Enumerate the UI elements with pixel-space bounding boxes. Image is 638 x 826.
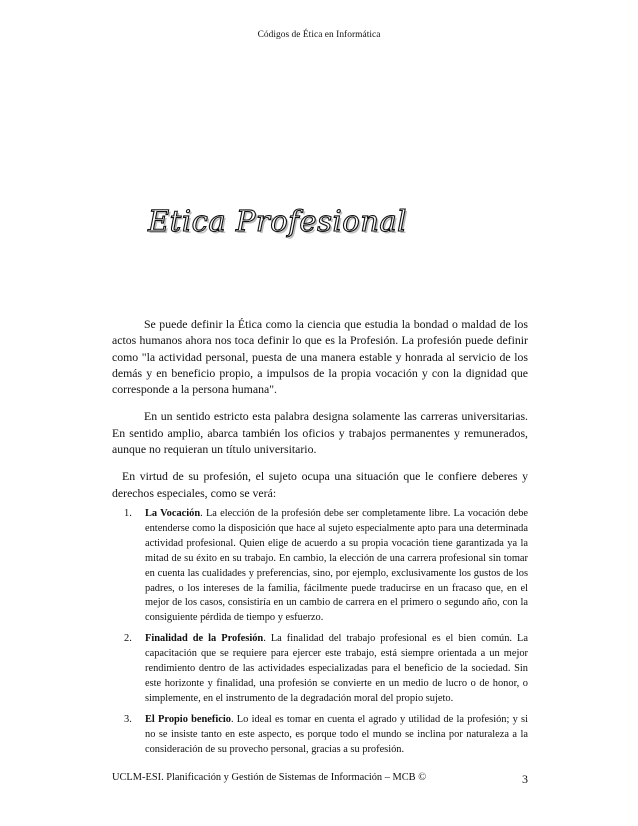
title-block [148,204,407,238]
list-item-text: . Lo ideal es tomar en cuenta el agrado y utilidad de la profesión; y si no se insiste tanto en este aspecto, es porque todo el mundo se inclina por naturaleza a la consideración de su provecho personal, gracias a su profesión. [145,713,528,755]
list-item-text: . La elección de la profesión debe ser completamente libre. La vocación debe entenderse como la disposición que hace al sujeto especialmente apto para una determinada actividad profesional. Quien elige de acuerdo a su propia vocación tiene garantizada ya la mitad de su éxito en su trabajo. En cambio, la elección de una carrera profesional sin tomar en cuenta las cualidades y preferencias, sino, por ejemplo, exclusivamente los gustos de los padres, o los intereses de la familia, fácilmente puede traducirse en un fracaso que, en el mejor de los casos, consistiría en un cambio de carrera en el primero o segundo año, con la consiguiente pérdida de tiempo y esfuerzo. [145,507,529,624]
list-item-heading: La Vocación [145,507,201,519]
paragraph: Se puede definir la Ética como la ciencia que estudia la bondad o maldad de los actos humanos ahora nos toca definir lo que es la Profesión. La profesión puede definir como "la actividad personal, puesta de una manera estable y honrada al servicio de los demás y en beneficio propio, a impulsos de la propia vocación y con la dignidad que corresponde a la persona humana". [112,317,528,397]
page-footer [112,772,528,787]
list-number: 2. [124,633,132,645]
list-number: 1. [124,507,132,519]
list-number: 3. [124,713,132,725]
list-item [112,507,528,626]
page-number: 3 [522,772,528,786]
list-item [112,632,528,707]
list-item [112,713,528,758]
list-item-text: . La finalidad del trabajo profesional es el bien común. La capacitación que se requiere para ejercer este trabajo, está siempre orientada a un mejor rendimiento dentro de las actividades especializadas para el beneficio de la sociedad. Sin este horizonte y finalidad, una profesión se convierte en un medio de lucro o de honor, o simplemente, en el instrumento de la degradación moral del propio sujeto. [145,633,528,704]
footer-credit: UCLM-ESI. Planificación y Gestión de Sistemas de Información – MCB © [112,772,427,783]
list-item-heading: Finalidad de la Profesión [145,633,264,645]
section-title: Etica Profesional [148,204,407,238]
list-item-heading: El Propio beneficio [145,713,231,725]
numbered-list [112,507,528,758]
running-header: Códigos de Ética en Informática [257,30,381,40]
paragraph: En virtud de su profesión, el sujeto ocupa una situación que le confiere deberes y derechos especiales, como se verá: [112,469,528,500]
paragraph: En un sentido estricto esta palabra designa solamente las carreras universitarias. En sentido amplio, abarca también los oficios y trabajos permanentes y remunerados, aunque no requieran un título universitario. [112,409,528,457]
body-text [112,316,528,757]
